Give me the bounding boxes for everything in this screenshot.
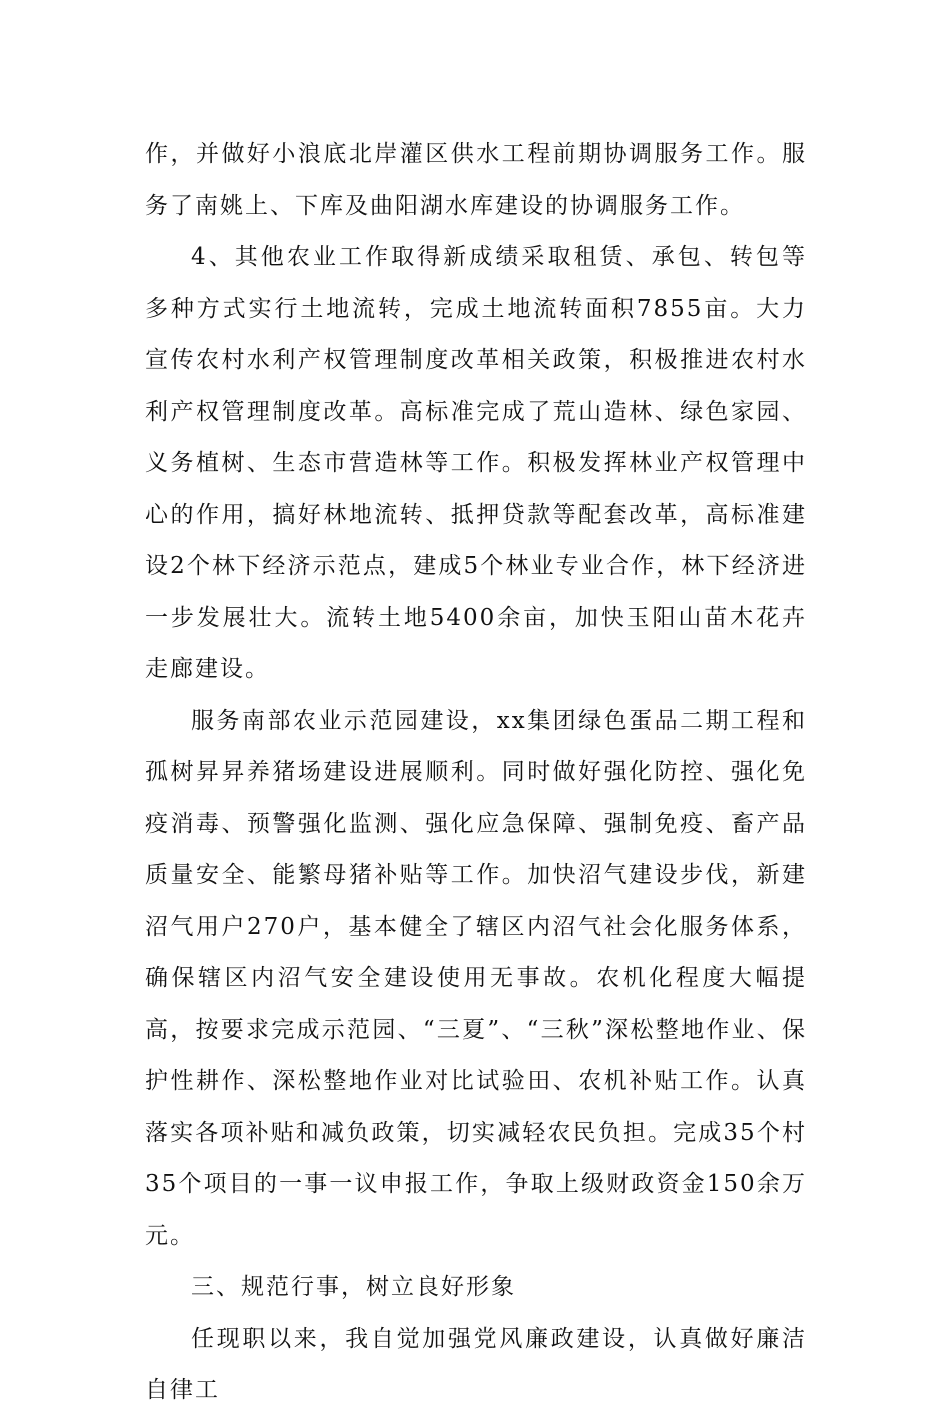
paragraph-integrity: 任现职以来，我自觉加强党风廉政建设，认真做好廉洁自律工 — [145, 1325, 807, 1403]
paragraph-continuation: 作，并做好小浪底北岸灌区供水工程前期协调服务工作。服务了南姚上、下库及曲阳湖水库建设的协调服务工作。 — [145, 141, 807, 219]
paragraph-demonstration-park: 服务南部农业示范园建设，xx集团绿色蛋品二期工程和孤树昇昇养猪场建设进展顺利。同时做好强化防控、强化免疫消毒、预警强化监测、强化应急保障、强制免疫、畜产品质量安全、能繁母猪补贴等工作。加快沼气建设步伐，新建沼气用户270户，基本健全了辖区内沼气社会化服务体系，确保辖区内沼气安全建设使用无事故。农机化程度大幅提高，按要求完成示范园、“三夏”、“三秋”深松整地作业、保护性耕作、深松整地作业对比试验田、农机补贴工作。认真落实各项补贴和减负政策，切实减轻农民负担。完成35个村35个项目的一事一议申报工作，争取上级财政资金150余万元。 — [145, 707, 807, 1249]
paragraph-agriculture-work: 4、其他农业工作取得新成绩采取租赁、承包、转包等多种方式实行土地流转，完成土地流转面积7855亩。大力宣传农村水利产权管理制度改革相关政策，积极推进农村水利产权管理制度改革。高标准完成了荒山造林、绿色家园、义务植树、生态市营造林等工作。积极发挥林业产权管理中心的作用，搞好林地流转、抵押贷款等配套改革，高标准建设2个林下经济示范点，建成5个林业专业合作，林下经济进一步发展壮大。流转土地5400余亩，加快玉阳山苗木花卉走廊建设。 — [145, 244, 807, 682]
document-body — [145, 129, 807, 1417]
section-heading-conduct: 三、规范行事，树立良好形象 — [191, 1274, 516, 1300]
